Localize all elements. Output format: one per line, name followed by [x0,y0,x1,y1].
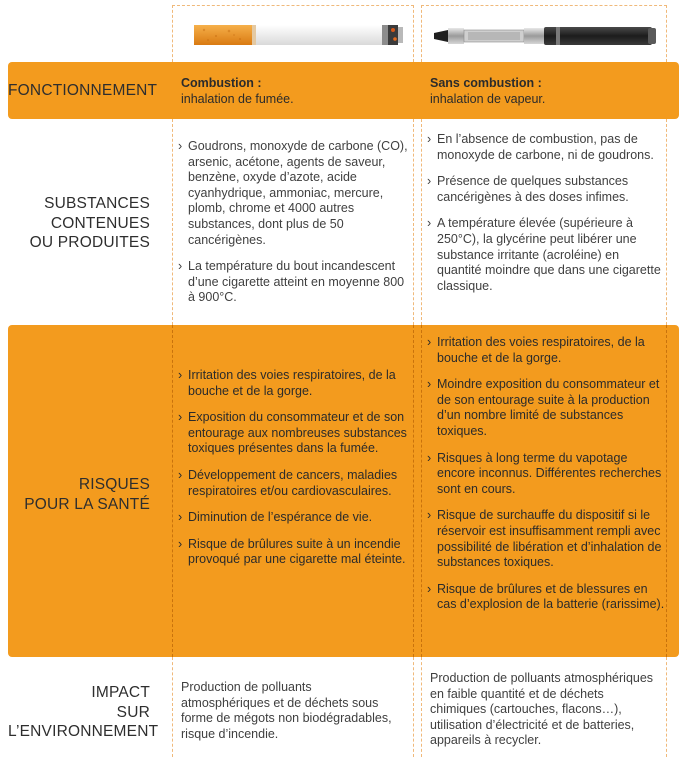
risques-ecig-cell [427,335,665,624]
cell-heading: Combustion : [181,76,262,90]
row-label-fonctionnement [8,81,158,101]
list-item: › Goudrons, monoxyde de carbone (CO), arsenic, acétone, agents de saveur, benzène, oxyde d’azote, acide cyanhydrique, ammoniac, mercure, plomb, chrome et 4000 autres substances, dont plus de 50 cancérigènes. [178,139,412,248]
cell-text: inhalation de fumée. [181,91,294,106]
row-label-line: SUBSTANCES [44,195,150,212]
row-label-line: CONTENUES [50,214,150,232]
list-item: › Développement de cancers, maladies respiratoires et/ou cardiovasculaires. [178,468,412,499]
risques-cigarette-cell [178,368,412,579]
list-item: › Irritation des voies respiratoires, de la bouche et de la gorge. [427,335,665,366]
row-label-line: POUR LA SANTÉ [24,495,150,513]
fonctionnement-cigarette-cell [181,76,411,107]
row-label-line: SUR [116,703,150,721]
substances-ecig-cell [427,132,665,305]
row-label-risques [8,475,150,514]
cell-text: Production de polluants atmosphériques et de déchets sous forme de mégots non biodégradables, risque d’incendie. [181,680,392,741]
list-item: › Risque de brûlures suite à un incendie provoqué par une cigarette mal éteinte. [178,537,412,568]
list-item: › En l’absence de combustion, pas de monoxyde de carbone, ni de goudrons. [427,132,665,163]
list-item: › Risque de surchauffe du dispositif si le réservoir est insuffisamment rempli avec possibilité de libération et d’inhalation de substances toxiques. [427,508,665,570]
row-label-impact [8,683,159,742]
impact-cigarette-cell [181,680,401,742]
row-label-line: IMPACT [91,684,150,701]
electronic-cigarette-icon [434,24,656,48]
list-item: › La température du bout incandescent d’une cigarette atteint en moyenne 800 à 900°C. [178,259,412,306]
cell-heading: Sans combustion : [430,76,542,90]
list-item: › Risque de brûlures et de blessures en cas d’explosion de la batterie (rarissime). [427,582,665,613]
row-label-line: OU PRODUITES [29,234,150,251]
row-label-line: RISQUES [78,476,150,493]
row-label-line: FONCTIONNEMENT [8,82,158,99]
row-label-substances [8,194,150,253]
list-item: › Diminution de l’espérance de vie. [178,510,412,526]
row-label-line: L’ENVIRONNEMENT [8,723,159,740]
cell-text: inhalation de vapeur. [430,91,546,106]
substances-cigarette-cell [178,139,412,317]
list-item: › Moindre exposition du consommateur et de son entourage suite à la production d’un nombre limité de substances toxiques. [427,377,665,439]
cigarette-icon [194,24,404,46]
cell-text: Production de polluants atmosphériques en faible quantité et de déchets chimiques (cartouches, flacons…), utilisation d’électricité et de batteries, appareils à recycler. [430,671,654,748]
list-item: › Présence de quelques substances cancérigènes à des doses infimes. [427,174,665,205]
list-item: › Irritation des voies respiratoires, de la bouche et de la gorge. [178,368,412,399]
list-item: › A température élevée (supérieure à 250°C), la glycérine peut libérer une substance irritante (acroléine) en quantité moindre que dans une cigarette classique. [427,216,665,294]
list-item: › Exposition du consommateur et de son entourage aux nombreuses substances toxiques présentes dans la fumée. [178,410,412,457]
list-item: › Risques à long terme du vapotage encore inconnus. Différentes recherches sont en cours. [427,451,665,498]
impact-ecig-cell [430,671,662,749]
fonctionnement-ecig-cell [430,76,664,107]
